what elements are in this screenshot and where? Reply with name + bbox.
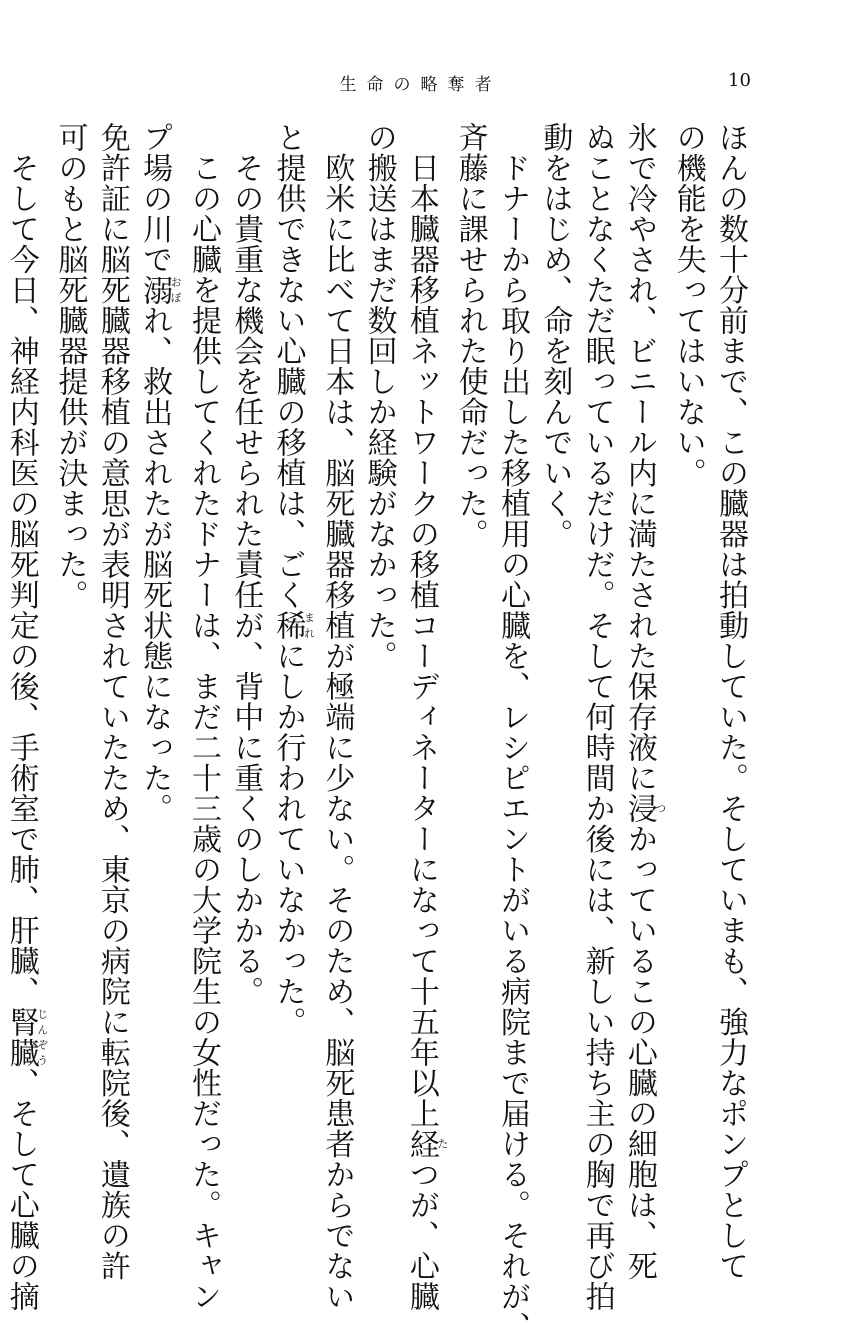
text-line: の搬送はまだ数回しか経験がなかった。 [361,122,397,671]
text-line: 動をはじめ、命を刻んでいく。 [537,122,573,549]
text-line: の機能を失ってはいない。 [670,122,706,488]
furigana-word: 稀まれ [270,610,316,641]
text-line: この心臓を提供してくれたドナーは、まだ二十三歳の大学院生の女性だった。キャン [185,122,221,1312]
text-line: 免許証に脳死臓器移植の意思が表明されていたため、東京の病院に転院後、遺族の許 [94,122,130,1281]
text-line: 氷で冷やされ、ビニール内に満たされた保存液に浸つかっているこの心臓の細胞は、死 [621,122,667,1281]
text-line: 欧米に比べて日本は、脳死臓器移植が極端に少ない。そのため、脳死患者からでない [319,122,355,1312]
text-line: ほんの数十分前まで、この臓器は拍動していた。そしていまも、強力なポンプとして [713,122,748,1281]
text-line: 斉藤に課せられた使命だった。 [452,122,488,549]
text-line: その貴重な機会を任せられた責任が、背中に重くのしかかる。 [228,122,264,1007]
vertical-body-text [0,122,751,1342]
furigana-word: 浸つ [621,793,667,824]
furigana-word: 経た [403,1128,449,1159]
text-line: 日本臓器移植ネットワークの移植コーディネーターになって十五年以上経たつが、心臓 [403,122,449,1312]
furigana-word: 溺おぼ [137,274,183,305]
text-line: ドナーから取り出した移植用の心臓を、レシピエントがいる病院まで届ける。それが、 [495,122,531,1342]
running-header-title: 生命の略奪者 [339,75,502,95]
page-number: 10 [728,70,751,91]
text-line: と提供できない心臓の移植は、ごく稀まれにしか行われていなかった。 [270,122,316,1037]
text-line: 可のもと脳死臓器提供が決まった。 [52,122,88,610]
text-line: ぬことなくただ眠っているだけだ。そして何時間か後には、新しい持ち主の胸で再び拍 [579,122,615,1312]
furigana-word: 腎臓じんぞう [3,1006,49,1068]
text-line: プ場の川で溺おぼれ、救出されたが脳死状態になった。 [137,122,183,824]
text-line: そして今日、神経内科医の脳死判定の後、手術室で肺、肝臓、腎臓じんぞう、そして心臓の摘 [3,122,49,1312]
